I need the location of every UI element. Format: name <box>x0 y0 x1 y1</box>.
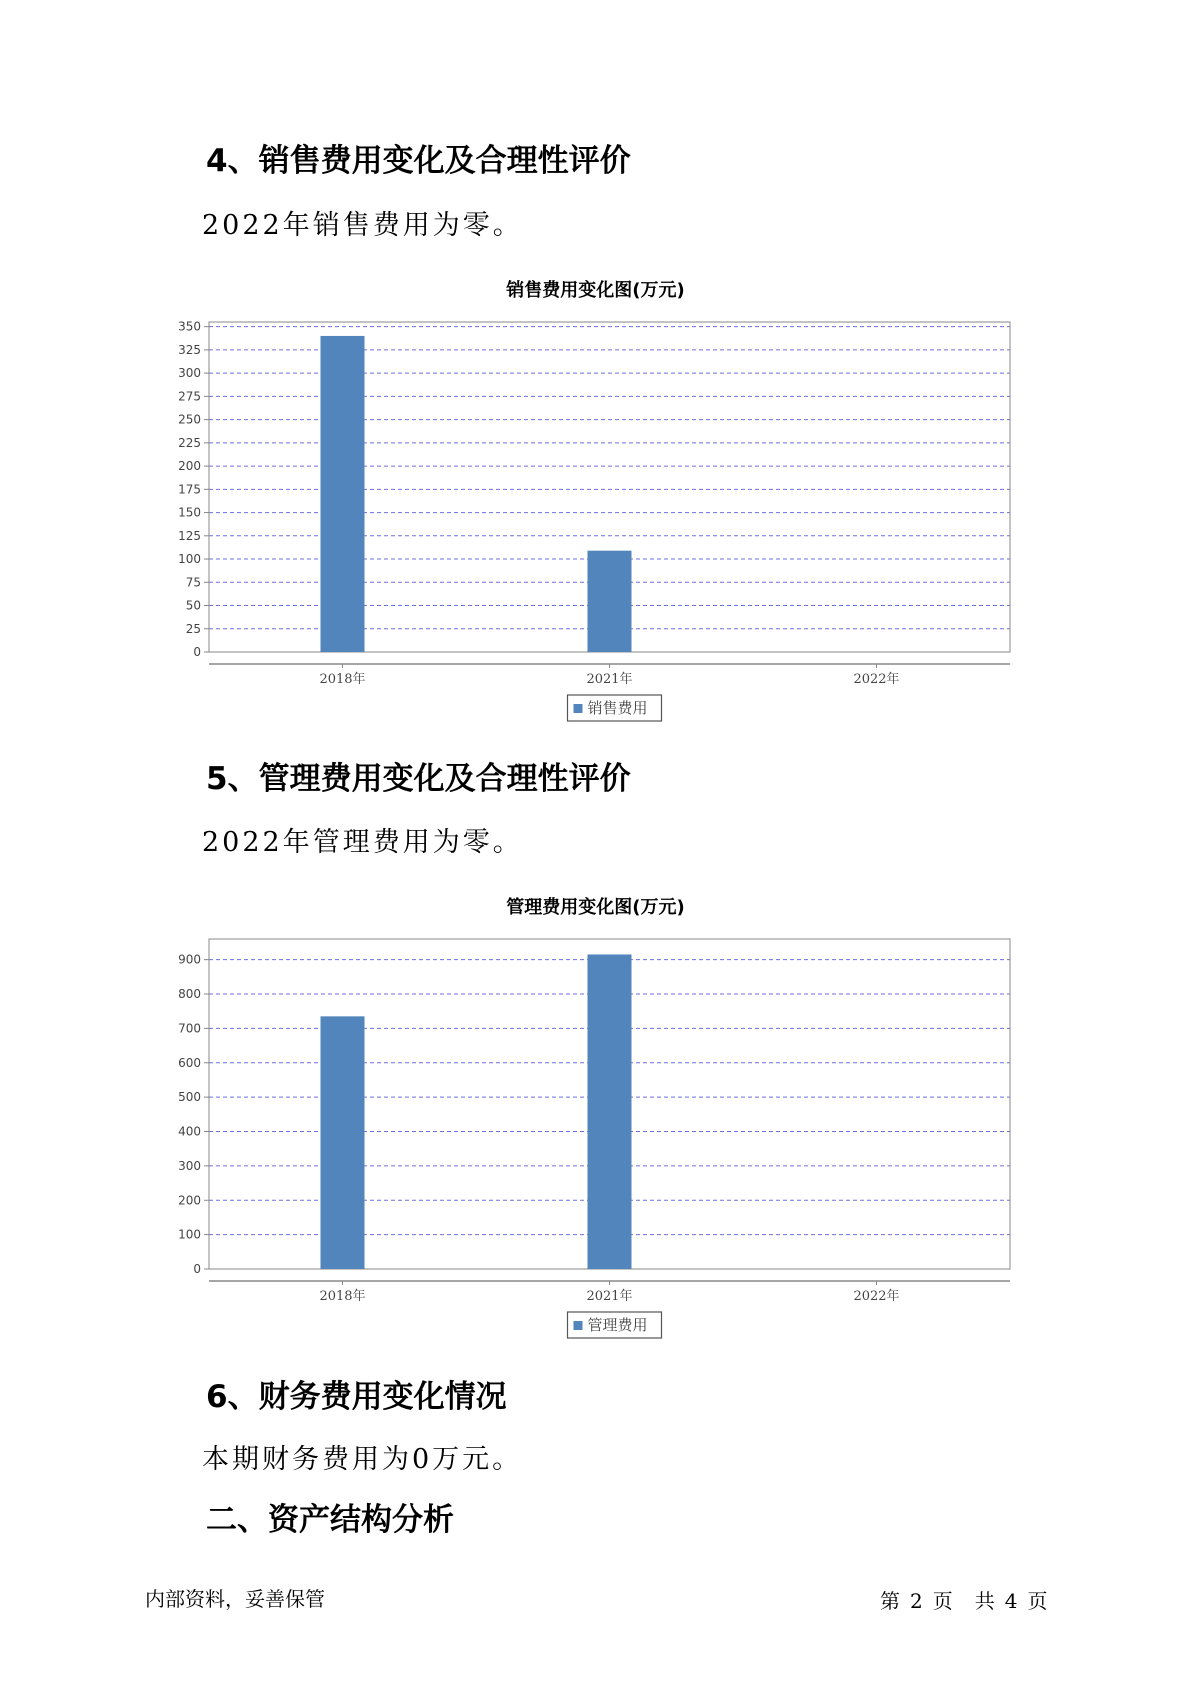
section-heading-assets: 二、资产结构分析 <box>206 1502 454 1538</box>
chart-title-sales: 销售费用变化图(万元) <box>506 280 685 301</box>
section-heading-sales: 4、销售费用变化及合理性评价 <box>206 143 631 179</box>
y-tick-label: 325 <box>178 342 201 357</box>
y-tick-label: 0 <box>193 1262 201 1276</box>
legend-swatch <box>574 704 583 713</box>
bar <box>321 336 365 652</box>
sales-expense-chart <box>0 305 1191 745</box>
page-current: 2 <box>910 1589 923 1613</box>
page-suffix: 页 <box>1027 1589 1048 1613</box>
y-tick-label: 600 <box>178 1055 201 1070</box>
section-text-admin: 2022年管理费用为零。 <box>202 827 523 858</box>
legend-label: 管理费用 <box>587 1316 648 1334</box>
x-tick-label: 2021年 <box>586 1289 633 1304</box>
y-tick-label: 100 <box>178 1227 201 1242</box>
x-tick-label: 2018年 <box>319 1289 366 1304</box>
legend-label: 销售费用 <box>587 699 648 717</box>
x-tick-label: 2021年 <box>586 672 633 687</box>
x-tick-label: 2018年 <box>319 672 366 687</box>
y-tick-label: 100 <box>178 552 201 567</box>
page-total: 4 <box>1004 1589 1018 1613</box>
y-tick-label: 75 <box>185 575 201 590</box>
y-tick-label: 800 <box>178 987 201 1001</box>
section-heading-admin: 5、管理费用变化及合理性评价 <box>206 761 631 797</box>
y-tick-label: 275 <box>178 389 201 404</box>
y-tick-label: 200 <box>178 459 201 474</box>
bar <box>588 954 632 1269</box>
y-tick-label: 250 <box>178 412 201 427</box>
y-tick-label: 900 <box>178 952 201 967</box>
chart-title-admin: 管理费用变化图(万元) <box>506 897 685 918</box>
page-mid: 页 <box>932 1589 953 1613</box>
page-prefix: 第 <box>880 1589 900 1613</box>
y-tick-label: 225 <box>178 435 201 450</box>
y-tick-label: 300 <box>178 366 201 381</box>
section-heading-finance: 6、财务费用变化情况 <box>206 1379 507 1415</box>
y-tick-label: 175 <box>178 482 201 497</box>
y-tick-label: 350 <box>178 319 201 334</box>
y-tick-label: 25 <box>185 621 201 636</box>
y-tick-label: 200 <box>178 1193 201 1208</box>
legend-swatch <box>574 1321 583 1330</box>
page-total-prefix: 共 <box>974 1589 995 1613</box>
y-tick-label: 0 <box>193 645 201 659</box>
x-tick-label: 2022年 <box>853 672 900 687</box>
x-tick-label: 2022年 <box>853 1289 900 1304</box>
y-tick-label: 125 <box>178 528 201 543</box>
y-tick-label: 300 <box>178 1158 201 1173</box>
y-tick-label: 700 <box>178 1021 201 1036</box>
confidential-note: 内部资料，妥善保管 <box>145 1587 325 1611</box>
bar <box>321 1016 365 1269</box>
bar <box>588 551 632 652</box>
y-tick-label: 400 <box>178 1124 201 1139</box>
y-tick-label: 50 <box>185 598 201 613</box>
section-text-finance: 本期财务费用为0万元。 <box>202 1444 523 1475</box>
y-tick-label: 150 <box>178 505 201 520</box>
page-number <box>880 1585 1057 1614</box>
section-text-sales: 2022年销售费用为零。 <box>202 210 523 241</box>
admin-expense-chart <box>0 922 1191 1362</box>
y-tick-label: 500 <box>178 1090 201 1105</box>
